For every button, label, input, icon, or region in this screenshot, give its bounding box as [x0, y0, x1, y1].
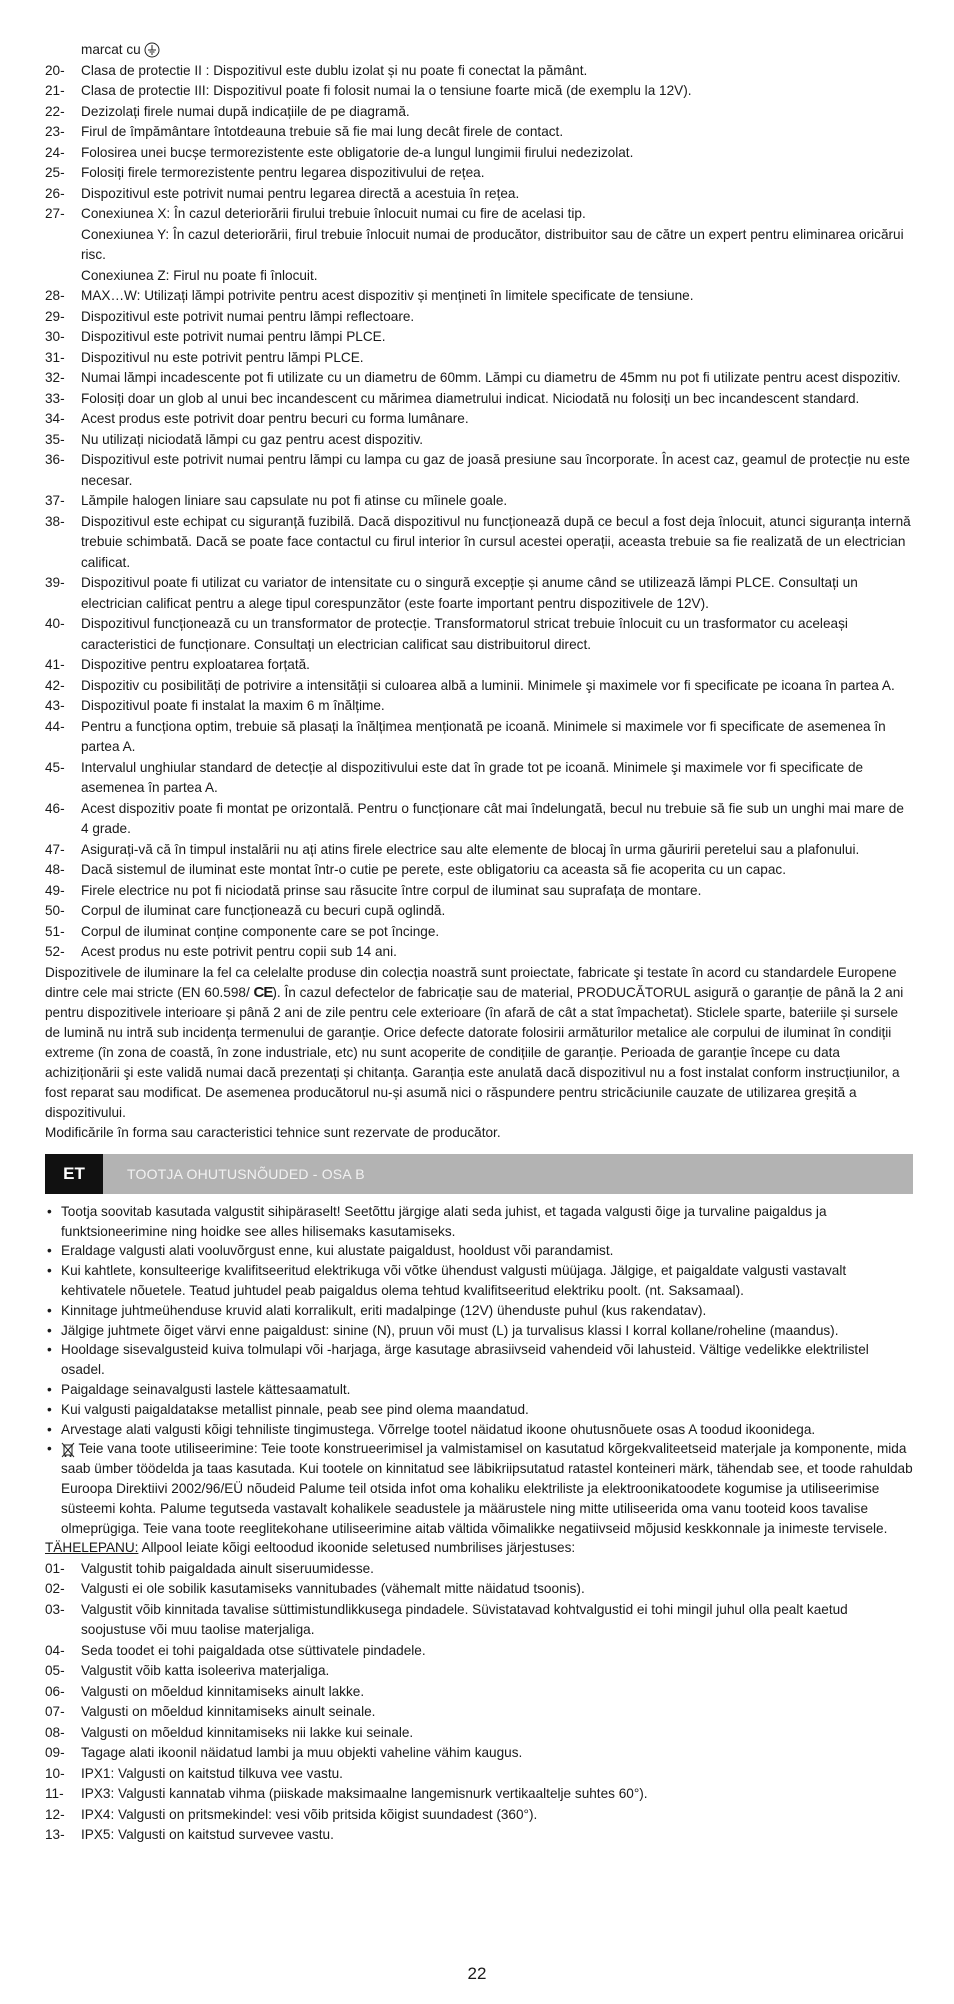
item-text: Lămpile halogen liniare sau capsulate nu pot fi atinse cu mîinele goale.	[81, 493, 508, 508]
numbered-item	[45, 799, 913, 840]
item-text: Dispozitivul funcționează cu un transformator de protecție. Transformatorul stricat trebuie înlocuit cu un trasformator cu aceleași caracteristici de funcționare. Consultați un electrician calificat sau distribuitorul direct.	[81, 616, 848, 652]
weee-text: Teie vana toote utiliseerimine: Teie toote konstrueerimisel ja valmistamisel on kasutatud kõrgekvaliteetseid materjale ja komponente, mida saab ümber töödelda ja taas kasutada. Kui tootele on kinnitatud see läbikriipsutatud ratastel konteineri märk, tähendab see, et toode rahuldab Euroopa Direktiivi 2002/96/EÜ nõudeid Palume teil otsida infot oma kohaliku elektriliste ja elektroonikatoodete kogumise ja utiliseerimise süsteemi kohta. Palume tegutseda vastavalt kohalikele seadustele ja määrustele ning mitte utiliseerida oma vanu tooteid koos tavalise olmeprügiga. Teie vana toote reeglitekohane utiliseerimine aitab vältida võimalikke negatiivseid mõjusid keskkonnale ja inimeste tervisele.	[61, 1441, 913, 1536]
bullet-item	[45, 1400, 913, 1420]
item-text: Folosiți firele termorezistente pentru legarea dispozitivului de rețea.	[81, 165, 485, 180]
item-number: 31-	[45, 349, 65, 365]
item-number: 49-	[45, 882, 65, 898]
item-number: 37-	[45, 493, 65, 508]
item-text: Firele electrice nu pot fi niciodată prinse sau răsucite între corpul de iluminat sau suprafața de montare.	[81, 882, 702, 898]
numbered-item	[45, 942, 913, 963]
numbered-item	[45, 1559, 913, 1580]
item-number: 13-	[45, 1827, 65, 1843]
section-header-band	[45, 1154, 913, 1194]
crossed-bin-icon	[61, 1442, 75, 1458]
item-number: 08-	[45, 1724, 65, 1740]
item-text: Corpul de iluminat care funcționează cu becuri cupă oglindă.	[81, 903, 446, 918]
bullet-marker: •	[47, 1421, 52, 1437]
numbered-item	[45, 901, 913, 922]
ro-modifications-note: Modificările în forma sau caracteristici tehnice sunt rezervate de producător.	[45, 1125, 501, 1141]
bullet-marker: •	[47, 1263, 52, 1279]
item-text: Nu utilizați niciodată lămpi cu gaz pentru acest dispozitiv.	[81, 431, 424, 447]
item-number: 42-	[45, 677, 65, 693]
numbered-item	[45, 491, 913, 512]
item-number: 52-	[45, 944, 65, 959]
item-text: Seda toodet ei tohi paigaldada otse süttivatele pindadele.	[81, 1642, 426, 1658]
item-text: Dispozitivul este echipat cu siguranță fuzibilă. Dacă dispozitivul nu funcționează după ce becul a fost deja înlocuit, atunci siguranța internă trebuie schimbată. Dacă se poate face contactul cu firul interior în cursul acestei operații, aceasta trebuie sa fie realizată de un electrician calificat.	[81, 513, 911, 570]
numbered-item	[45, 1641, 913, 1662]
numbered-item	[45, 102, 913, 123]
item-number: 32-	[45, 370, 65, 385]
bullet-marker: •	[47, 1322, 52, 1338]
bullet-item	[45, 1340, 913, 1380]
item-number: 51-	[45, 923, 65, 939]
bullet-item	[45, 1202, 913, 1242]
item-text: Dispozitiv cu posibilități de potrivire a intensității si culoarea albă a luminii. Minimele şi maximele vor fi specificate pe icoana în partea A.	[81, 677, 895, 693]
section-title: TOOTJA OHUTUSNÕUDED - OSA B	[127, 1165, 365, 1182]
bullet-text: Kui valgusti paigaldatakse metallist pinnale, peab see pind olema maandatud.	[61, 1401, 529, 1417]
item-text: Dispozitivul nu este potrivit pentru lămpi PLCE.	[81, 349, 364, 365]
item-number: 11-	[45, 1786, 64, 1802]
item-number: 38-	[45, 513, 65, 529]
numbered-item	[45, 286, 913, 307]
bullet-text: Kui kahtlete, konsulteerige kvalifitseeritud elektrikuga või võtke ühendust valgusti müüjaga. Jälgige, et paigaldatе valgusti vastavalt kehtivatele nõuetele. Teatud juhtudel peab paigaldus olema tehtud kvalifitseeritud elektriku poolt. (nt. Saksamaal).	[61, 1263, 847, 1298]
item-number: 07-	[45, 1704, 65, 1720]
numbered-item	[45, 717, 913, 758]
item-text: Dispozitive pentru exploatarea forțată.	[81, 657, 310, 672]
item-number: 33-	[45, 390, 65, 406]
item-text: Tagage alati ikoonil näidatud lambi ja muu objekti vaheline vähim kaugus.	[81, 1745, 523, 1761]
item-text: Valgusti on mõeldud kinnitamiseks ainult lakke.	[81, 1683, 365, 1699]
ce-mark-icon: CE	[253, 983, 273, 1001]
note-label: TÄHELEPANU:	[45, 1540, 139, 1556]
warranty-text-b: ). În cazul defectelor de fabricație sau de material, PRODUCĂTORUL asigură o garanție de până la 2 ani pentru dispozitivele interioare și până 2 ani de zile pentru cele exterioare (în afară de cât a stat împachetat). Sticlele sparte, bateriile și sursele de lumină nu intră sub incidența termenului de garanție. Orice defecte datorate folosirii armăturilor metalice ale corpului de iluminat în condiții extreme (în zona de coastă, în zone industriale, etc) nu sunt acoperite de condițiile de garanție. Perioada de garanție începe cu data achiziționării şi este validă numai dacă prezentați și chitanța. Garanția este anulată dacă dispozitivul nu a fost instalat conform instrucțiunilor, a fost reparat sau modificat. De asemenea producătorul nu-și asumă nici o răspundere pentru stricăciunile cauzate de utilizarea greșită a dispozitivului.	[45, 984, 904, 1121]
bullet-text: Eraldage valgusti alati vooluvõrgust enne, kui alustate paigaldust, hooldust või parandamist.	[61, 1243, 614, 1259]
bullet-marker: •	[47, 1441, 52, 1457]
item-number: 35-	[45, 431, 65, 447]
item-number: 36-	[45, 452, 65, 467]
item-text: Folosiți doar un glob al unui bec incandescent cu mărimea diametrului indicat. Niciodată nu folosiți un bec incandescent standard.	[81, 390, 860, 406]
numbered-item	[45, 1784, 913, 1805]
bullet-item	[45, 1380, 913, 1400]
numbered-item	[45, 676, 913, 697]
numbered-item	[45, 860, 913, 881]
item-text: Dispozitivul este potrivit numai pentru lămpi cu lampa cu gaz de joasă presiune sau încorporate. În acest caz, geamul de protecție nu este necesar.	[81, 452, 910, 488]
item-number: 09-	[45, 1745, 65, 1761]
item-number: 26-	[45, 185, 65, 201]
bullet-marker: •	[47, 1342, 52, 1358]
item-text: Valgustit võib kinnitada tavalise süttimistundlikkusega pindadele. Süvistatavad kohtvalgustid ei tohi mingil juhul olla pealt kaetud soojustuse või muu taolise materjaliga.	[81, 1601, 848, 1638]
item-number: 40-	[45, 616, 65, 631]
bullet-marker: •	[47, 1243, 52, 1259]
bullet-marker: •	[47, 1302, 52, 1318]
item-text: Dispozitivul este potrivit numai pentru lămpi reflectoare.	[81, 308, 415, 324]
numbered-item	[45, 307, 913, 328]
ro-item27-y: Conexiunea Y: În cazul deteriorării, firul trebuie înlocuit numai de producător, distribuitor sau de către un expert pentru eliminarea oricărui risc.	[81, 226, 904, 262]
note-text: Allpool leiate kõigi eeltoodud ikoonide seletused numbrilises järjestuses:	[138, 1540, 576, 1556]
numbered-item	[45, 1825, 913, 1846]
bullet-marker: •	[47, 1401, 52, 1417]
item-number: 10-	[45, 1765, 65, 1781]
numbered-item	[45, 840, 913, 861]
item-number: 12-	[45, 1806, 65, 1822]
numbered-item	[45, 1764, 913, 1785]
item-text: Acest produs nu este potrivit pentru copii sub 14 ani.	[81, 944, 397, 959]
numbered-item	[45, 430, 913, 451]
item-number: 29-	[45, 308, 65, 324]
bullet-item	[45, 1321, 913, 1341]
item-text: IPX1: Valgusti on kaitstud tilkuva vee vastu.	[81, 1765, 343, 1781]
item-number: 23-	[45, 124, 65, 139]
numbered-item	[45, 184, 913, 205]
item-text: IPX4: Valgusti on pritsmekindel: vesi võib pritsida kõigist suundadest (360°).	[81, 1806, 538, 1822]
bullet-item	[45, 1420, 913, 1440]
numbered-item	[45, 614, 913, 655]
item-number: 41-	[45, 657, 65, 672]
et-note-line	[45, 1538, 913, 1559]
item-number: 44-	[45, 718, 65, 734]
item-text: Valgusti ei ole sobilik kasutamiseks vannitubades (vähemalt mitte näidatud tsoonis).	[81, 1581, 585, 1597]
numbered-item	[45, 1702, 913, 1723]
warranty-text-a: Dispozitivele de iluminare la fel ca celelalte produse din colecția noastră sunt proiectate, fabricate şi testate în acord cu standardele Europene dintre cele mai stricte (EN 60.598/	[45, 964, 897, 1000]
item-text: Asigurați-vă că în timpul instalării nu ați atins firele electrice sau alte elemente de blocaj în urma găuririi peretelui sau a plafonului.	[81, 841, 860, 857]
ro-item27-z: Conexiunea Z: Firul nu poate fi înlocuit.	[81, 267, 318, 283]
bullet-text: Hooldage sisevalgusteid kuiva tolmulapi või -harjaga, ärge kasutage abrasiivseid vahendeid või lahusteid. Vältige vedelikke elektrilistel osadel.	[61, 1342, 869, 1378]
item-number: 21-	[45, 83, 65, 98]
item-text: Pentru a funcționa optim, trebuie să plasați la înălțimea menționată pe icoană. Minimele si maximele vor fi specificate de asemenea în partea A.	[81, 718, 886, 754]
item-text: Valgusti on mõeldud kinnitamiseks ainult seinale.	[81, 1704, 376, 1720]
ro-list-1	[45, 61, 913, 225]
ro-marcat-line	[45, 40, 913, 61]
item-number: 43-	[45, 698, 65, 713]
numbered-item	[45, 1723, 913, 1744]
bullet-item	[45, 1261, 913, 1301]
bullet-marker: •	[47, 1203, 52, 1219]
item-text: Dispozitivul este potrivit numai pentru lămpi PLCE.	[81, 329, 386, 344]
item-number: 45-	[45, 759, 65, 775]
item-number: 46-	[45, 800, 65, 816]
item-text: Dispozitivul este potrivit numai pentru legarea directă a acestuia în rețea.	[81, 185, 520, 201]
bullet-text: Paigaldage seinavalgusti lastele kättesaamatult.	[61, 1381, 351, 1397]
item-text: Clasa de protectie II : Dispozitivul este dublu izolat și nu poate fi conectat la pământ.	[81, 62, 588, 78]
item-text: Dispozitivul poate fi instalat la maxim 6 m înălțime.	[81, 698, 385, 713]
item-text: Valgustit võib katta isoleeriva materjaliga.	[81, 1663, 330, 1679]
item-text: Valgusti on mõeldud kinnitamiseks nii lakke kui seinale.	[81, 1724, 414, 1740]
item-text: Numai lămpi incadescente pot fi utilizate cu un diametru de 60mm. Lămpi cu diametru de 45mm nu pot fi utilizate pentru acest dispozitiv.	[81, 370, 901, 385]
item-number: 06-	[45, 1683, 65, 1699]
item-number: 39-	[45, 575, 65, 590]
document-page	[45, 40, 913, 1846]
item-number: 02-	[45, 1581, 65, 1597]
numbered-item	[45, 1805, 913, 1826]
item-number: 47-	[45, 841, 65, 857]
et-numbered-list	[45, 1559, 913, 1846]
item-number: 22-	[45, 103, 65, 119]
bullet-text: Arvestage alati valgusti kõigi tehniliste tingimustega. Võrrelge tootel näidatud ikoone ohutusnõuete osas A toodud ikoonidega.	[61, 1421, 816, 1437]
item-number: 24-	[45, 144, 65, 160]
numbered-item	[45, 122, 913, 143]
language-code-badge: ET	[45, 1154, 103, 1194]
numbered-item	[45, 696, 913, 717]
numbered-item	[45, 1682, 913, 1703]
numbered-item	[45, 204, 913, 225]
numbered-item	[45, 348, 913, 369]
numbered-item	[45, 81, 913, 102]
earth-symbol-icon	[144, 42, 160, 58]
numbered-item	[45, 163, 913, 184]
numbered-item	[45, 1579, 913, 1600]
numbered-item	[45, 1743, 913, 1764]
item-number: 27-	[45, 206, 65, 221]
numbered-item	[45, 573, 913, 614]
bullet-text: Tootja soovitab kasutada valgustit sihipäraselt! Seetõttu järgige alati seda juhist, et tagada valgusti õige ja turvaline paigaldus ja funktsioneerimine ning hoidke see alles hilisemaks kasutamiseks.	[61, 1203, 827, 1239]
item-text: IPX3: Valgusti kannatab vihma (piiskade maksimaalne langemisnurk vertikaaltelje suhtes 60°).	[81, 1786, 648, 1802]
item-number: 20-	[45, 62, 65, 78]
item-text: Intervalul unghiular standard de detecție al dispozitivului este dat în grade tot pe icoană. Minimele şi maximele vor fi specificate de asemenea în partea A.	[81, 759, 864, 795]
numbered-item	[45, 61, 913, 82]
item-number: 28-	[45, 288, 65, 303]
item-number: 34-	[45, 411, 65, 426]
item-text: MAX…W: Utilizați lămpi potrivite pentru acest dispozitiv și mențineti în limitele specificate de tensiune.	[81, 288, 694, 303]
numbered-item	[45, 881, 913, 902]
numbered-item	[45, 512, 913, 574]
item-number: 01-	[45, 1560, 65, 1576]
bullet-text: Jälgige juhtmete õiget värvi enne paigaldust: sinine (N), pruun või must (L) ja turvalisus klassi I korral kollane/roheline (maandus).	[61, 1322, 839, 1338]
numbered-item	[45, 758, 913, 799]
item-number: 05-	[45, 1663, 65, 1679]
ro-warranty-paragraph	[45, 963, 913, 1124]
numbered-item	[45, 389, 913, 410]
numbered-item	[45, 655, 913, 676]
numbered-item	[45, 1661, 913, 1682]
item-text: Dispozitivul poate fi utilizat cu variator de intensitate cu o singură excepție și anume când se utilizează lămpi PLCE. Consultați un electrician calificat pentru a alege tipul corespunzător (este foarte important pentru dispozitivele de 12V).	[81, 575, 858, 611]
bullet-marker: •	[47, 1381, 52, 1397]
item-number: 48-	[45, 862, 65, 877]
numbered-item	[45, 409, 913, 430]
item-text: Dezizolați firele numai după indicațiile de pe diagramă.	[81, 103, 410, 119]
bullet-item	[45, 1301, 913, 1321]
numbered-item	[45, 368, 913, 389]
bullet-item	[45, 1241, 913, 1261]
item-text: Conexiunea X: În cazul deteriorării firului trebuie înlocuit numai cu fire de acelasi tip.	[81, 206, 586, 221]
item-text: Valgustit tohib paigaldada ainult siseruumidesse.	[81, 1560, 374, 1576]
item-text: Acest dispozitiv poate fi montat pe orizontală. Pentru o funcționare cât mai îndelungată, becul nu trebuie să fie sub un unghi mai mare de 4 grade.	[81, 800, 904, 836]
numbered-item	[45, 922, 913, 943]
item-text: Clasa de protectie III: Dispozitivul poate fi folosit numai la o tensiune foarte mică (de exemplu la 12V).	[81, 83, 692, 98]
item-number: 50-	[45, 903, 65, 918]
item-text: Acest produs este potrivit doar pentru becuri cu forma lumânare.	[81, 411, 469, 426]
item-text: Corpul de iluminat conține componente care se pot încinge.	[81, 923, 440, 939]
et-weee-bullet	[45, 1439, 913, 1538]
item-number: 25-	[45, 165, 65, 180]
item-number: 30-	[45, 329, 65, 344]
item-number: 03-	[45, 1601, 65, 1617]
numbered-item	[45, 143, 913, 164]
item-text: Folosirea unei bucșe termorezistente este obligatorie de-a lungul lungimii firului nedezizolat.	[81, 144, 634, 160]
item-text: IPX5: Valgusti on kaitstud survevee vastu.	[81, 1827, 334, 1843]
page-number: 22	[467, 1964, 487, 1983]
item-text: Dacă sistemul de iluminat este montat într-o cutie pe perete, este obligatoriu ca aceasta să fie acoperita cu un capac.	[81, 862, 786, 877]
ro-list-2	[45, 286, 913, 963]
numbered-item	[45, 450, 913, 491]
bullet-text: Kinnitage juhtmeühenduse kruvid alati korralikult, eriti madalpinge (12V) ühenduste puhul (kus rakendatav).	[61, 1302, 707, 1318]
numbered-item	[45, 327, 913, 348]
et-bullet-list	[45, 1202, 913, 1440]
item-text: Firul de împământare întotdeauna trebuie să fie mai lung decât firele de contact.	[81, 124, 564, 139]
marcat-text: marcat cu	[81, 42, 141, 57]
item-number: 04-	[45, 1642, 65, 1658]
numbered-item	[45, 1600, 913, 1641]
